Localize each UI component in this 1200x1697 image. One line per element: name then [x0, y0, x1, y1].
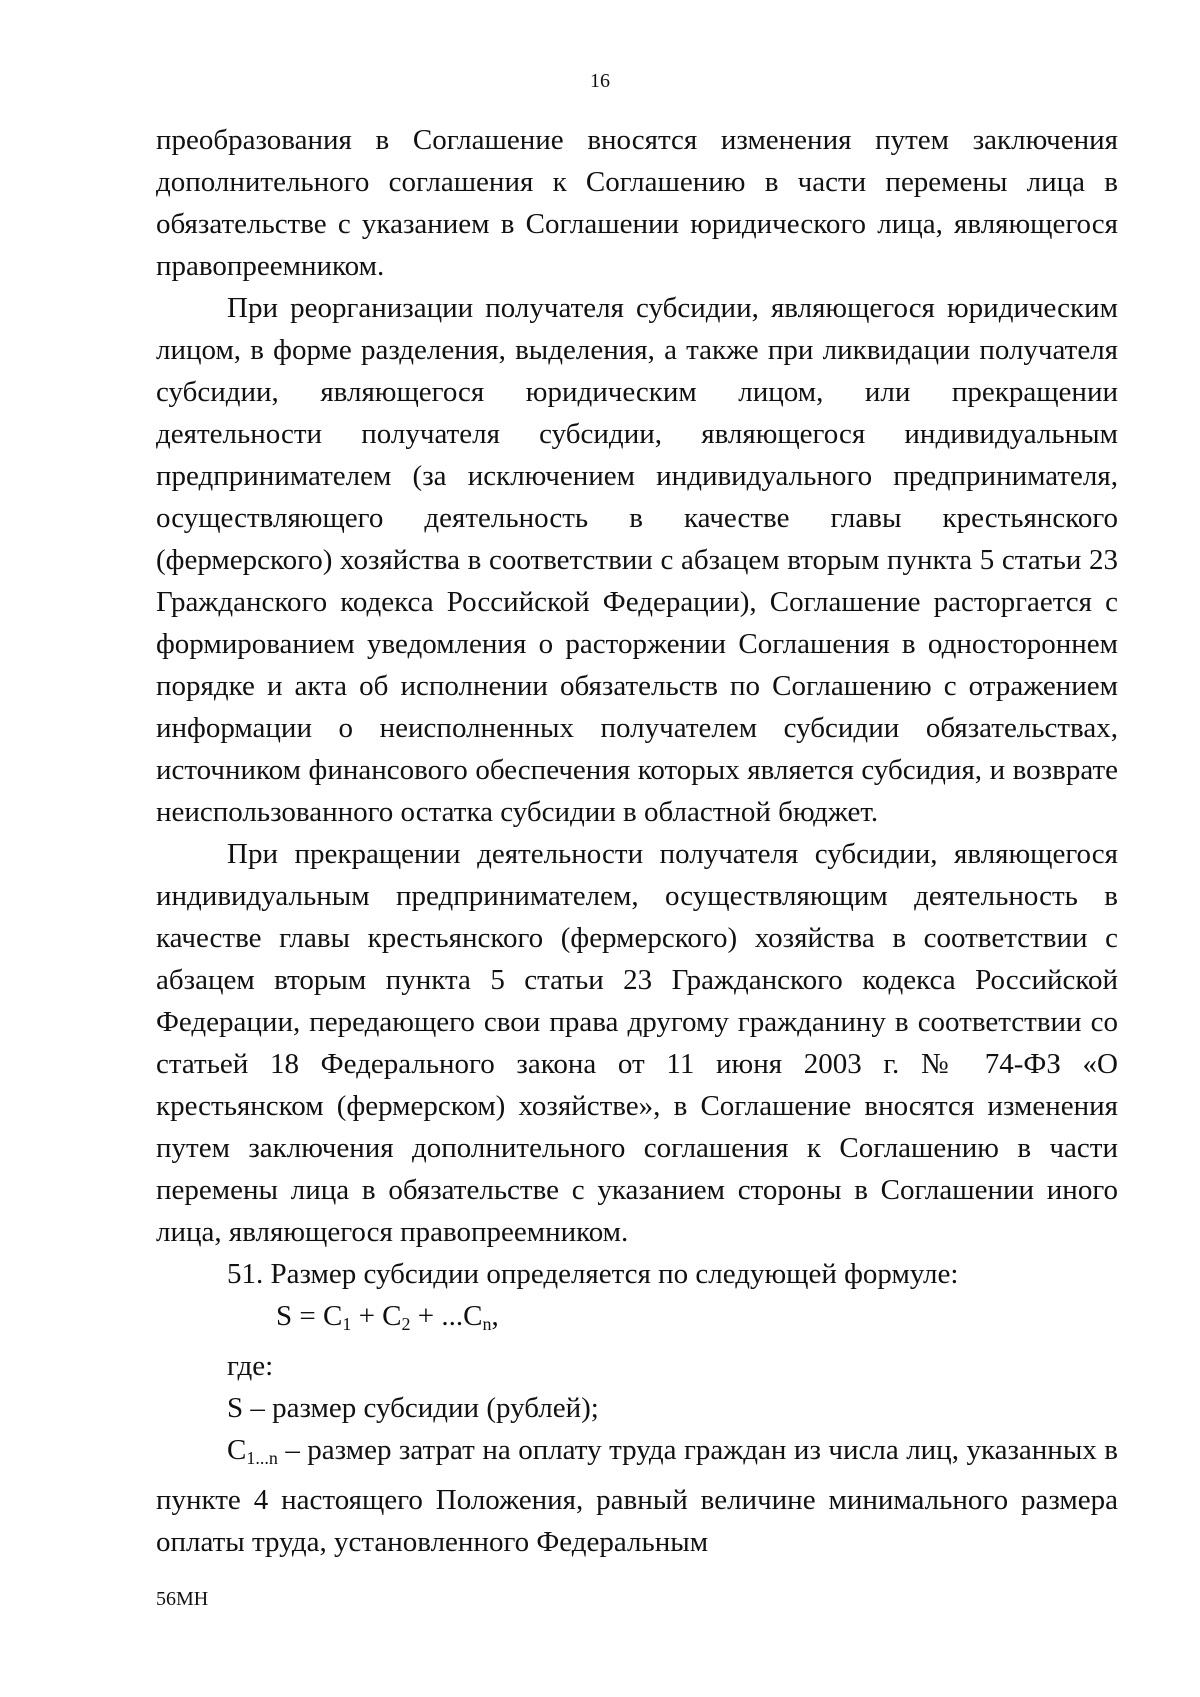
formula-subscript: n: [482, 1314, 492, 1334]
document-code: 56МН: [156, 1588, 209, 1610]
paragraph-termination: При прекращении деятельности получателя субсидии, являющегося индивидуальным предпринимателем, осуществляющим деятельность в качестве главы крестьянского (фермерского) хозяйства в соответствии с абзацем вторым пункта 5 статьи 23 Гражданского кодекса Российской Федерации, передающего свои права другому гражданину в соответствии со статьей 18 Федерального закона от 11 июня 2003 г. № 74-ФЗ «О крестьянском (фермерском) хозяйстве», в Соглашение вносятся изменения путем заключения дополнительного соглашения к Соглашению в части перемены лица в обязательстве с указанием стороны в Соглашении иного лица, являющегося правопреемником.: [156, 838, 1118, 1248]
paragraph-continuation: преобразования в Соглашение вносятся изменения путем заключения дополнительного соглашения к Соглашению в части перемены лица в обязательстве с указанием в Соглашении юридического лица, являющегося правопреемником.: [156, 124, 1118, 282]
formula-part: + C: [351, 1300, 402, 1332]
paragraph-51: 51. Размер субсидии определяется по следующей формуле:: [227, 1258, 959, 1290]
formula-part: ,: [491, 1300, 499, 1332]
formula-part: S = C: [276, 1300, 343, 1332]
definition-c: [156, 1429, 1118, 1563]
document-body: [156, 119, 1118, 1563]
formula-subscript: 2: [401, 1314, 411, 1334]
page-number: 16: [590, 70, 610, 92]
definition-c-subscript: 1...n: [246, 1448, 278, 1468]
formula-subscript: 1: [342, 1314, 352, 1334]
formula-part: + ...C: [410, 1300, 483, 1332]
definition-s: S – размер субсидии (рублей);: [227, 1392, 599, 1424]
definition-c-symbol: C: [227, 1434, 247, 1466]
formula: [156, 1295, 1118, 1345]
definition-c-text: – размер затрат на оплату труда граждан из числа лиц, указанных в пункте 4 настоящего Положения, равный величине минимального размера оплаты труда, установленного Федеральным: [156, 1434, 1118, 1558]
where-label: где:: [227, 1350, 274, 1382]
paragraph-reorganization: При реорганизации получателя субсидии, являющегося юридическим лицом, в форме разделения, выделения, а также при ликвидации получателя субсидии, являющегося юридическим лицом, или прекращении деятельности получателя субсидии, являющегося индивидуальным предпринимателем (за исключением индивидуального предпринимателя, осуществляющего деятельность в качестве главы крестьянского (фермерского) хозяйства в соответствии с абзацем вторым пункта 5 статьи 23 Гражданского кодекса Российской Федерации), Соглашение расторгается с формированием уведомления о расторжении Соглашения в одностороннем порядке и акта об исполнении обязательств по Соглашению с отражением информации о неисполненных получателем субсидии обязательствах, источником финансового обеспечения которых является субсидия, и возврате неиспользованного остатка субсидии в областной бюджет.: [156, 292, 1118, 828]
